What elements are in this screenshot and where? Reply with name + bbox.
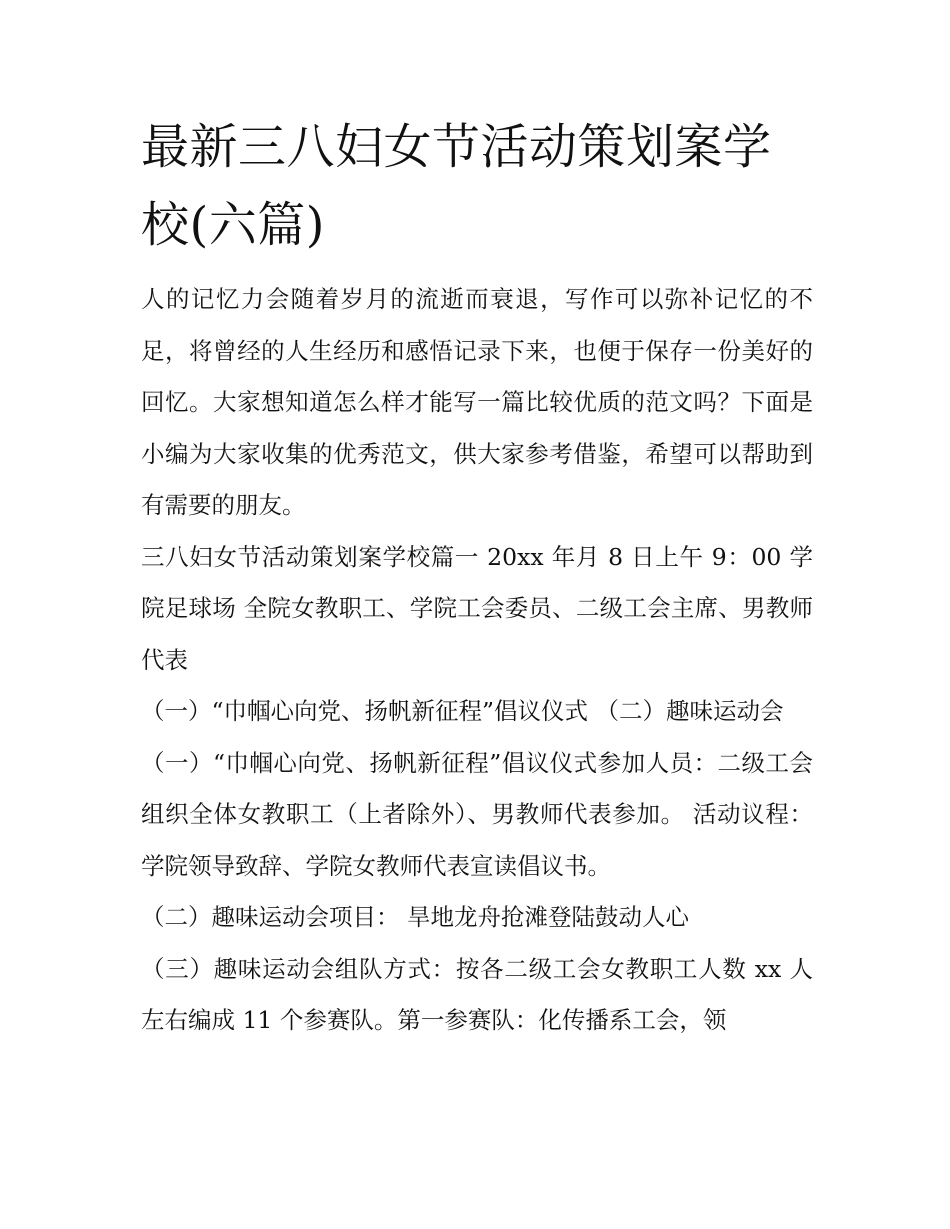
document-page xyxy=(141,108,813,1047)
team-formation-paragraph: （三）趣味运动会组队方式：按各二级工会女教职工人数 xx 人左右编成 11 个参赛队。第一参赛队：化传播系工会，领 xyxy=(141,954,813,1034)
event-info-paragraph: 三八妇女节活动策划案学校篇一 20xx 年月 8 日上午 9：00 学院足球场 全院女教职工、学院工会委员、二级工会主席、男教师代表 xyxy=(141,542,813,674)
sports-items-paragraph: （二）趣味运动会项目： 旱地龙舟抢滩登陆鼓动人心 xyxy=(141,903,689,931)
agenda-overview-paragraph: （一）“巾帼心向党、扬帆新征程”倡议仪式 （二）趣味运动会 xyxy=(141,697,784,725)
document-title: 最新三八妇女节活动策划案学校(六篇) xyxy=(141,119,772,253)
intro-paragraph: 人的记忆力会随着岁月的流逝而衰退，写作可以弥补记忆的不足，将曾经的人生经历和感悟记录下来，也便于保存一份美好的回忆。大家想知道怎么样才能写一篇比较优质的范文吗？下面是小编为大家收集的优秀范文，供大家参考借鉴，希望可以帮助到有需要的朋友。 xyxy=(141,285,813,519)
ceremony-paragraph: （一）“巾帼心向党、扬帆新征程”倡议仪式参加人员：二级工会组织全体女教职工（上者除外）、男教师代表参加。 活动议程：学院领导致辞、学院女教师代表宣读倡议书。 xyxy=(141,748,813,880)
